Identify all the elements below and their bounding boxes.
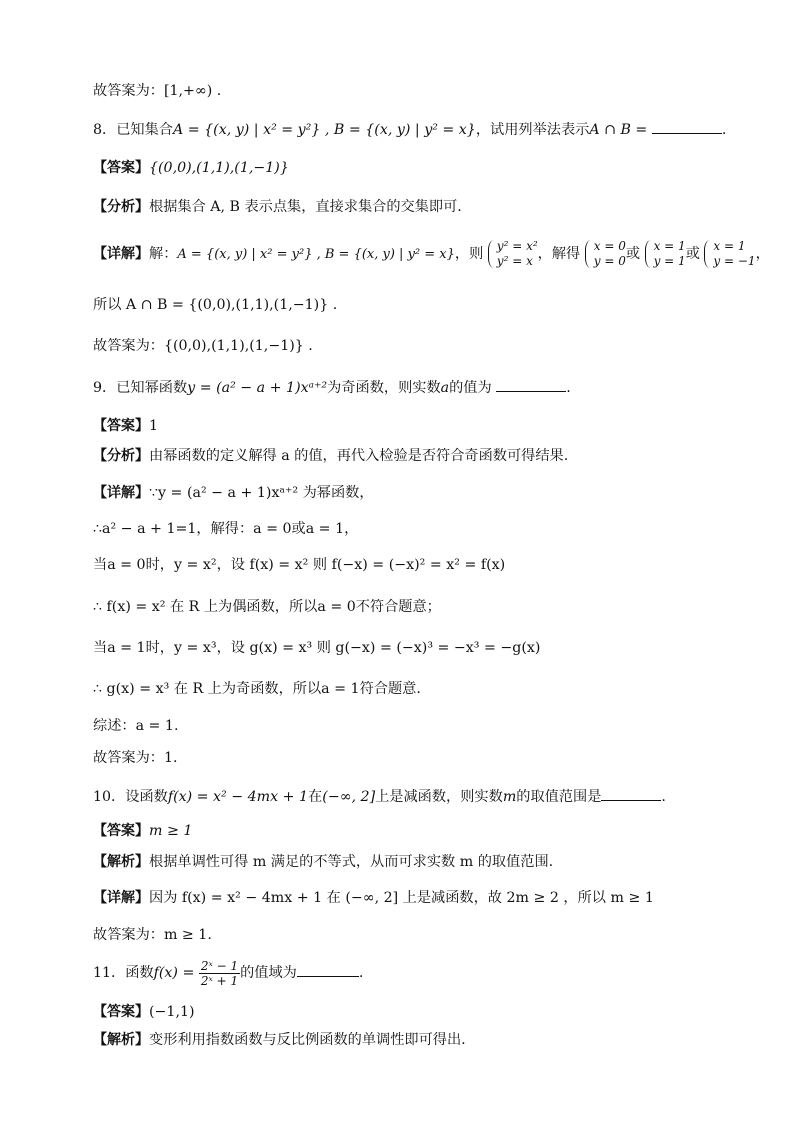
text: 的取值范围是 xyxy=(516,789,602,805)
text: 或 xyxy=(685,246,700,262)
text: 为奇函数，则实数 xyxy=(327,380,441,396)
text: 的值域为 xyxy=(240,965,297,981)
answer-value: m ≥ 1 xyxy=(149,823,193,839)
text: ∴ g(x) = x³ 在 R 上为奇函数，所以a = 1符合题意. xyxy=(93,681,421,697)
analysis-tag: 【分析】 xyxy=(93,199,149,215)
q9-step xyxy=(93,519,754,539)
text: ∴ f(x) = x² 在 R 上为偶函数，所以a = 0不符合题意； xyxy=(93,599,441,615)
q9-answer xyxy=(93,416,754,436)
equation: y² = x² xyxy=(496,239,538,253)
question-8 xyxy=(93,119,754,140)
analysis-tag: 【解析】 xyxy=(93,1032,149,1048)
q8-analysis xyxy=(93,197,754,217)
math-interval: (−∞, 2] xyxy=(322,789,376,805)
answer-blank xyxy=(297,962,359,977)
analysis-tag: 【解析】 xyxy=(93,854,149,870)
fraction-numerator: 2ˣ − 1 xyxy=(200,958,239,973)
analysis-text: 由幂函数的定义解得 a 的值，再代入检验是否符合奇函数可得结果. xyxy=(149,448,569,464)
q8-final xyxy=(93,336,754,356)
equation: y = −1 xyxy=(713,254,756,268)
solution-system xyxy=(585,239,626,269)
math-expr: y = (a² − a + 1)xᵃ⁺² xyxy=(187,380,328,396)
detail-tag: 【详解】 xyxy=(93,485,149,501)
text: 上是减函数，则实数 xyxy=(375,789,503,805)
answer-tag: 【答案】 xyxy=(93,160,149,176)
text: 或 xyxy=(625,246,641,262)
question-10 xyxy=(93,786,754,807)
q9-step xyxy=(93,679,754,699)
equation: x = 0 xyxy=(593,239,626,253)
math-expr: f(x) = x² − 4mx + 1 xyxy=(167,789,309,805)
text: 当a = 0时，y = x²，设 f(x) = x² 则 f(−x) = (−x)² = x² = f(x) xyxy=(93,557,506,573)
text: 函数 xyxy=(125,965,154,981)
text: . xyxy=(721,122,727,138)
solution-system xyxy=(645,239,686,269)
text: ，解得 xyxy=(537,246,581,262)
answer-value: 1 xyxy=(149,418,159,434)
math-sets: A = {(x, y) | x² = y²} , B = {(x, y) | y² = x} xyxy=(172,122,476,138)
analysis-text: 根据单调性可得 m 满足的不等式，从而可求实数 m 的取值范围. xyxy=(149,854,554,870)
text: 的值为 xyxy=(449,380,492,396)
q11-analysis xyxy=(93,1030,754,1050)
fraction xyxy=(199,959,240,988)
math-expr: f(x) = xyxy=(153,965,195,981)
analysis-text: 变形利用指数函数与反比例函数的单调性即可得出. xyxy=(149,1032,466,1048)
text: . xyxy=(358,965,364,981)
answer-tag: 【答案】 xyxy=(93,1004,149,1020)
q9-analysis xyxy=(93,446,754,466)
answer-tag: 【答案】 xyxy=(93,823,149,839)
text: 故答案为：[1,+∞) . xyxy=(93,83,222,99)
math-var: a xyxy=(440,380,450,396)
q9-step xyxy=(93,555,754,575)
q9-final xyxy=(93,748,754,768)
question-number: 11． xyxy=(93,965,126,981)
text: 已知集合 xyxy=(116,122,173,138)
q10-analysis xyxy=(93,852,754,872)
text: . xyxy=(566,380,571,396)
text: ∴a² − a + 1=1，解得：a = 0或a = 1， xyxy=(93,521,359,537)
analysis-tag: 【分析】 xyxy=(93,448,149,464)
analysis-text: 根据集合 A, B 表示点集，直接求集合的交集即可. xyxy=(149,199,462,215)
q9-detail xyxy=(93,483,754,503)
detail-tag: 【详解】 xyxy=(93,890,149,906)
equation: y² = x xyxy=(496,254,533,268)
equation: y = 1 xyxy=(653,254,686,268)
detail-tag: 【详解】 xyxy=(93,246,149,262)
text: 当a = 1时，y = x³，设 g(x) = x³ 则 g(−x) = (−x)³ = −x³ = −g(x) xyxy=(93,640,541,656)
solution-system xyxy=(704,239,755,269)
answer-value: {(0,0),(1,1),(1,−1)} xyxy=(149,160,289,176)
detail-text: ∵y = (a² − a + 1)xᵃ⁺² 为幂函数， xyxy=(149,485,374,501)
text: 故答案为：1. xyxy=(93,750,178,766)
q8-conclusion xyxy=(93,295,754,315)
text: 故答案为：{(0,0),(1,1),(1,−1)} . xyxy=(93,338,313,354)
q8-answer xyxy=(93,158,754,178)
q10-final xyxy=(93,925,754,945)
text: 综述：a = 1. xyxy=(93,718,179,734)
equation: x = 1 xyxy=(653,239,686,253)
question-number: 8． xyxy=(93,122,117,138)
text: ， xyxy=(755,246,770,262)
question-11 xyxy=(93,956,754,990)
text: 解： xyxy=(149,246,178,262)
q9-summary xyxy=(93,716,754,736)
answer-blank xyxy=(652,119,722,134)
text: 在 xyxy=(308,789,323,805)
text: 设函数 xyxy=(125,789,168,805)
answer-value: (−1,1) xyxy=(149,1004,195,1020)
math-sets: A = {(x, y) | x² = y²} , B = {(x, y) | y² = x} xyxy=(177,247,455,262)
fraction-denominator: 2ˣ + 1 xyxy=(200,973,239,988)
q8-detail xyxy=(93,236,770,272)
math-var: m xyxy=(502,789,517,805)
q11-answer xyxy=(93,1002,754,1022)
equation-system xyxy=(488,239,538,269)
answer-blank xyxy=(601,786,661,801)
text: 已知幂函数 xyxy=(116,380,188,396)
math-expr: A ∩ B = xyxy=(589,122,648,138)
text: . xyxy=(661,789,666,805)
text: 故答案为：m ≥ 1. xyxy=(93,927,212,943)
text: 所以 A ∩ B = {(0,0),(1,1),(1,−1)} . xyxy=(93,297,338,313)
answer-tag: 【答案】 xyxy=(93,418,149,434)
q9-step xyxy=(93,597,754,617)
prev-answer-line xyxy=(93,81,754,101)
question-9 xyxy=(93,377,754,398)
equation: x = 1 xyxy=(713,239,746,253)
answer-blank xyxy=(496,377,566,392)
q9-step xyxy=(93,638,754,658)
text: ，则 xyxy=(454,246,484,262)
text: ，试用列举法表示 xyxy=(475,122,590,138)
question-number: 10． xyxy=(93,789,126,805)
q10-detail xyxy=(93,888,754,908)
detail-text: 因为 f(x) = x² − 4mx + 1 在 (−∞, 2] 上是减函数，故 2m ≥ 2 ，所以 m ≥ 1 xyxy=(149,890,654,906)
question-number: 9． xyxy=(93,380,117,396)
equation: y = 0 xyxy=(593,254,626,268)
q10-answer xyxy=(93,821,754,841)
